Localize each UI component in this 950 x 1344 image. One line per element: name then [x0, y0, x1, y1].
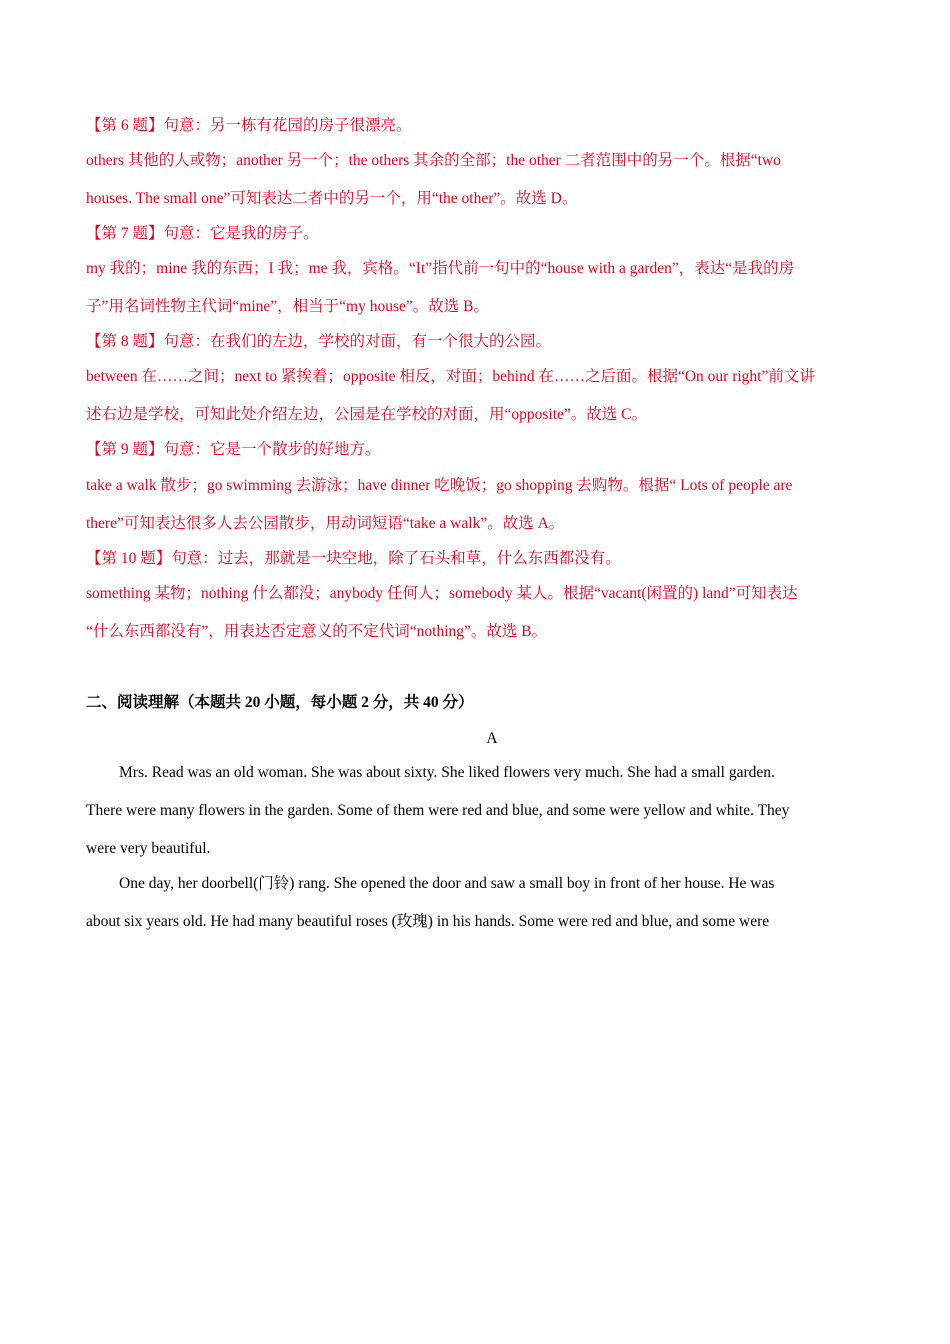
q8-title: 【第 8 题】句意：在我们的左边，学校的对面，有一个很大的公园。 [86, 333, 552, 350]
q6-title: 【第 6 题】句意：另一栋有花园的房子很漂亮。 [86, 117, 412, 134]
q7-explanation-line-1: my 我的；mine 我的东西；I 我；me 我，宾格。“It”指代前一句中的“house with a garden”，表达“是我的房 [86, 260, 795, 277]
passage-p1-line-1: Mrs. Read was an old woman. She was about sixty. She liked flowers very much. She had a small garden. [119, 764, 775, 781]
q7-explanation-line-2: 子”用名词性物主代词“mine”，相当于“my house”。故选 B。 [86, 298, 489, 315]
q8-explanation-line-2: 述右边是学校，可知此处介绍左边，公园是在学校的对面，用“opposite”。故选 C。 [86, 406, 647, 423]
q8-explanation-line-1: between 在……之间；next to 紧挨着；opposite 相反，对面；behind 在……之后面。根据“On our right”前文讲 [86, 368, 815, 385]
passage-p1-line-3: were very beautiful. [86, 840, 211, 857]
q9-explanation-line-2: there”可知表达很多人去公园散步，用动词短语“take a walk”。故选 A。 [86, 515, 565, 532]
passage-p2-line-1: One day, her doorbell(门铃) rang. She opened the door and saw a small boy in front of her house. He was [119, 875, 775, 892]
q9-title: 【第 9 题】句意：它是一个散步的好地方。 [86, 441, 381, 458]
q10-explanation-line-2: “什么东西都没有”，用表达否定意义的不定代词“nothing”。故选 B。 [86, 623, 548, 640]
q6-explanation-line-2: houses. The small one”可知表达二者中的另一个，用“the other”。故选 D。 [86, 190, 578, 207]
q9-explanation-line-1: take a walk 散步；go swimming 去游泳；have dinner 吃晚饭；go shopping 去购物。根据“ Lots of people are [86, 477, 793, 494]
passage-p2-line-2: about six years old. He had many beautiful roses (玫瑰) in his hands. Some were red and blue, and some were [86, 913, 770, 930]
section-heading: 二、阅读理解（本题共 20 小题，每小题 2 分，共 40 分） [86, 694, 474, 711]
q10-title: 【第 10 题】句意：过去，那就是一块空地，除了石头和草，什么东西都没有。 [86, 550, 621, 567]
q10-explanation-line-1: something 某物；nothing 什么都没；anybody 任何人；somebody 某人。根据“vacant(闲置的) land”可知表达 [86, 585, 798, 602]
passage-label: A [486, 730, 498, 747]
q7-title: 【第 7 题】句意：它是我的房子。 [86, 225, 319, 242]
passage-p1-line-2: There were many flowers in the garden. Some of them were red and blue, and some were yellow and white. They [86, 802, 790, 819]
q6-explanation-line-1: others 其他的人或物；another 另一个；the others 其余的全部；the other 二者范围中的另一个。根据“two [86, 152, 781, 169]
